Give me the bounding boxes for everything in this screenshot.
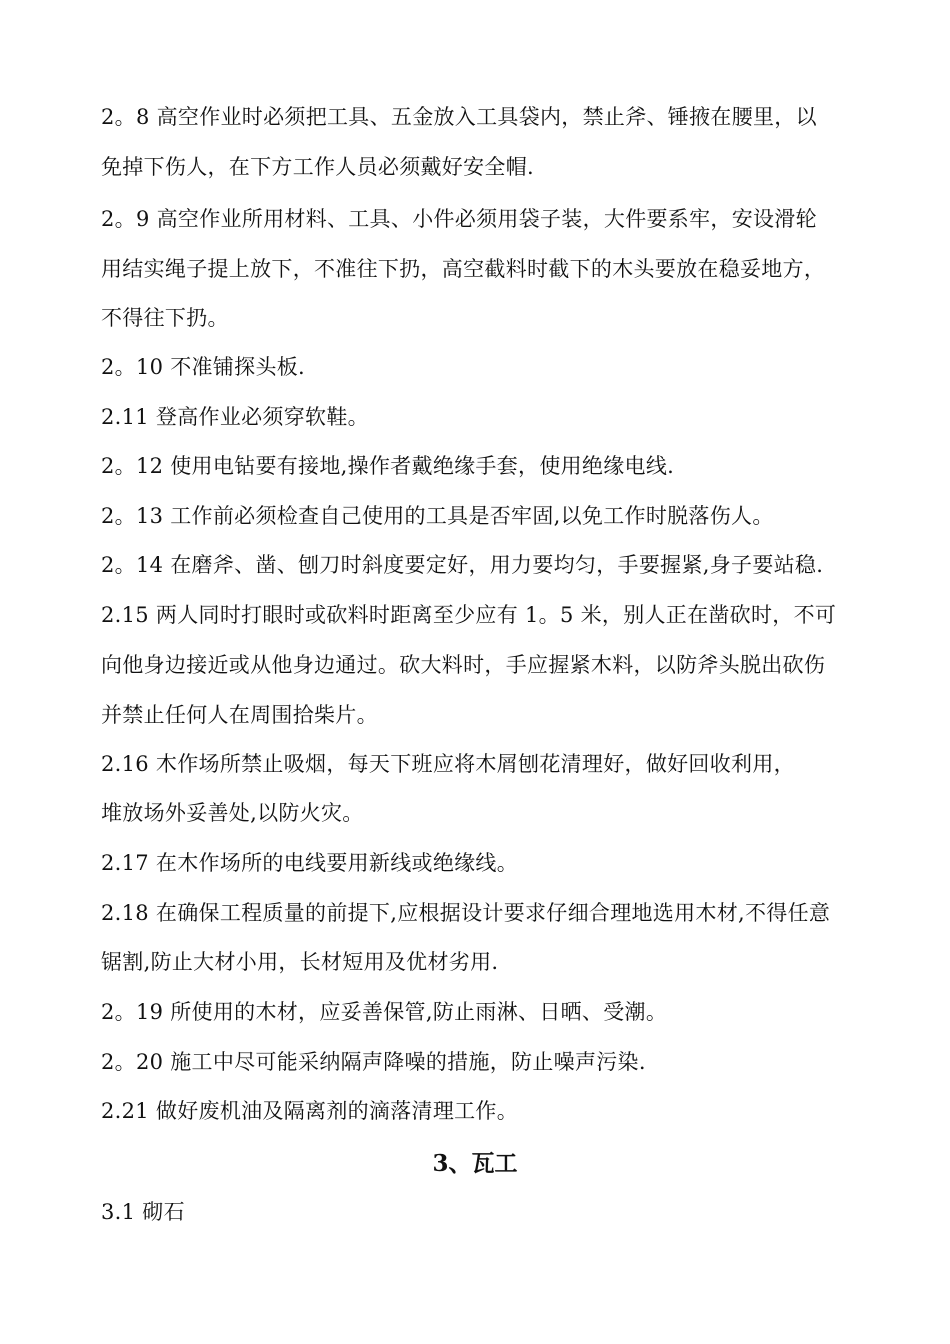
text-line-2-19: 2。19 所使用的木材，应妥善保管,防止雨淋、日晒、受潮。 xyxy=(101,1000,668,1024)
subsection-title: 3.1 砌石 xyxy=(101,1200,185,1224)
text-line-2-15-a: 2.15 两人同时打眼时或砍料时距离至少应有 1。5 米，别人正在凿砍时，不可 xyxy=(101,603,837,627)
text-line-2-10: 2。10 不准铺探头板. xyxy=(101,355,306,379)
text-line-2-17: 2.17 在木作场所的电线要用新线或绝缘线。 xyxy=(101,851,519,875)
text-line-2-20: 2。20 施工中尽可能采纳隔声降噪的措施，防止噪声污染. xyxy=(101,1050,646,1074)
section-heading: 3、瓦工 xyxy=(432,1150,518,1177)
text-line-2-21: 2.21 做好废机油及隔离剂的滴落清理工作。 xyxy=(101,1099,519,1123)
text-line-2-11: 2.11 登高作业必须穿软鞋。 xyxy=(101,405,369,429)
text-line-2-13: 2。13 工作前必须检查自己使用的工具是否牢固,以免工作时脱落伤人。 xyxy=(101,504,774,528)
text-line-2-9-c: 不得往下扔。 xyxy=(101,306,229,330)
text-line-2-18-a: 2.18 在确保工程质量的前提下,应根据设计要求仔细合理地选用木材,不得任意 xyxy=(101,901,831,925)
text-line-2-15-b: 向他身边接近或从他身边通过。砍大料时，手应握紧木料，以防斧头脱出砍伤 xyxy=(101,653,826,677)
text-line-2-18-b: 锯割,防止大材小用，长材短用及优材劣用. xyxy=(101,950,499,974)
text-line-2-15-c: 并禁止任何人在周围拾柴片。 xyxy=(101,703,378,727)
text-line-2-9-a: 2。9 高空作业所用材料、工具、小件必须用袋子装，大件要系牢，安设滑轮 xyxy=(101,207,817,231)
text-line-2-9-b: 用结实绳子提上放下，不准往下扔，高空截料时截下的木头要放在稳妥地方， xyxy=(101,257,826,281)
text-line-2-12: 2。12 使用电钻要有接地,操作者戴绝缘手套，使用绝缘电线. xyxy=(101,454,675,478)
text-line-2-8-a: 2。8 高空作业时必须把工具、五金放入工具袋内，禁止斧、锤掖在腰里，以 xyxy=(101,105,817,129)
text-line-2-16-b: 堆放场外妥善处,以防火灾。 xyxy=(101,801,364,825)
text-line-2-8-b: 免掉下伤人，在下方工作人员必须戴好安全帽. xyxy=(101,155,534,179)
text-line-2-14: 2。14 在磨斧、凿、刨刀时斜度要定好，用力要均匀，手要握紧,身子要站稳. xyxy=(101,553,824,577)
text-line-2-16-a: 2.16 木作场所禁止吸烟，每天下班应将木屑刨花清理好，做好回收利用， xyxy=(101,752,795,776)
